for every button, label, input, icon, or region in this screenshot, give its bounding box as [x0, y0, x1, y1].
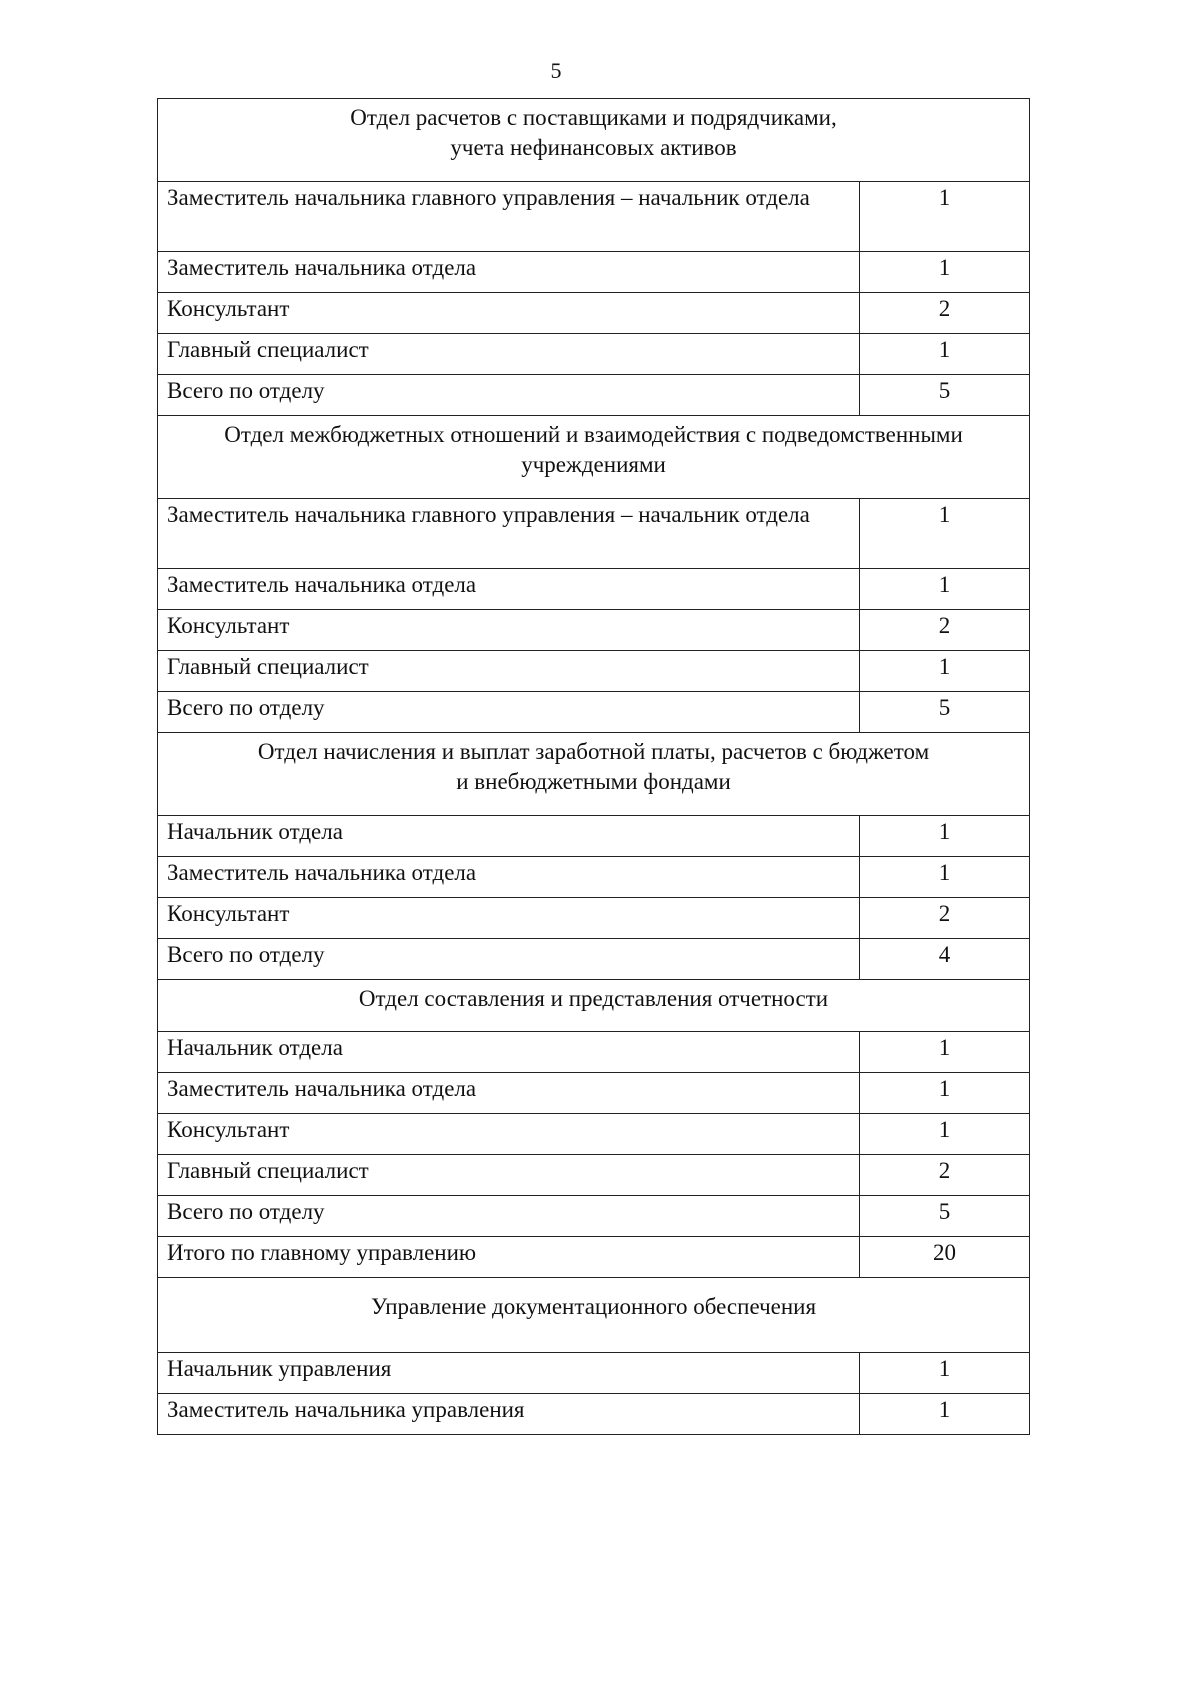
position-cell: Всего по отделу — [158, 939, 860, 980]
section-title — [158, 99, 1030, 182]
position-cell: Всего по отделу — [158, 375, 860, 416]
position-cell: Заместитель начальника отдела — [158, 569, 860, 610]
count-cell: 2 — [860, 1155, 1030, 1196]
position-cell: Консультант — [158, 610, 860, 651]
count-cell: 5 — [860, 375, 1030, 416]
count-cell: 1 — [860, 1114, 1030, 1155]
table-row — [158, 1073, 1030, 1114]
section-header-row — [158, 416, 1030, 499]
table-row — [158, 334, 1030, 375]
section-title-line: учреждениями — [521, 452, 666, 477]
count-cell: 1 — [860, 651, 1030, 692]
count-cell: 2 — [860, 898, 1030, 939]
table-row — [158, 1032, 1030, 1073]
count-cell: 1 — [860, 816, 1030, 857]
position-cell: Всего по отделу — [158, 1196, 860, 1237]
table-row — [158, 1114, 1030, 1155]
table-row-subtotal — [158, 1196, 1030, 1237]
table-row — [158, 1155, 1030, 1196]
position-cell: Консультант — [158, 1114, 860, 1155]
count-cell: 1 — [860, 1032, 1030, 1073]
section-title-line: учета нефинансовых активов — [450, 135, 737, 160]
table-row-total — [158, 1237, 1030, 1278]
section-title-line: Отдел межбюджетных отношений и взаимодействия с подведомственными — [224, 422, 963, 447]
table-row — [158, 1353, 1030, 1394]
section-title-line: Отдел начисления и выплат заработной платы, расчетов с бюджетом — [257, 739, 930, 764]
section-header-row — [158, 99, 1030, 182]
count-cell: 4 — [860, 939, 1030, 980]
count-cell: 1 — [860, 499, 1030, 569]
count-cell: 1 — [860, 857, 1030, 898]
table-row-subtotal — [158, 692, 1030, 733]
position-cell: Консультант — [158, 898, 860, 939]
section-header-row — [158, 1278, 1030, 1353]
count-cell: 2 — [860, 293, 1030, 334]
count-cell: 1 — [860, 1394, 1030, 1435]
count-cell: 1 — [860, 1353, 1030, 1394]
count-cell: 20 — [860, 1237, 1030, 1278]
section-title: Отдел составления и представления отчетности — [158, 980, 1030, 1032]
table-row — [158, 857, 1030, 898]
position-cell: Главный специалист — [158, 334, 860, 375]
section-title — [158, 733, 1030, 816]
position-cell: Консультант — [158, 293, 860, 334]
position-cell: Всего по отделу — [158, 692, 860, 733]
position-cell: Начальник отдела — [158, 1032, 860, 1073]
position-cell: Итого по главному управлению — [158, 1237, 860, 1278]
page-number: 5 — [550, 58, 562, 83]
table-row — [158, 252, 1030, 293]
table-row — [158, 898, 1030, 939]
position-cell: Заместитель начальника отдела — [158, 252, 860, 293]
table-row — [158, 499, 1030, 569]
count-cell: 5 — [860, 692, 1030, 733]
table-row — [158, 651, 1030, 692]
section-title-line: и внебюджетными фондами — [456, 769, 731, 794]
position-cell: Главный специалист — [158, 651, 860, 692]
table-row — [158, 1394, 1030, 1435]
position-cell: Заместитель начальника отдела — [158, 857, 860, 898]
section-title-line: Отдел расчетов с поставщиками и подрядчиками, — [350, 105, 837, 130]
section-title — [158, 416, 1030, 499]
count-cell: 1 — [860, 252, 1030, 293]
section-header-row — [158, 733, 1030, 816]
table-row — [158, 182, 1030, 252]
staffing-table — [157, 98, 1030, 1435]
table-row — [158, 293, 1030, 334]
position-cell: Заместитель начальника главного управления – начальник отдела — [158, 499, 860, 569]
count-cell: 5 — [860, 1196, 1030, 1237]
section-title: Управление документационного обеспечения — [158, 1278, 1030, 1353]
count-cell: 1 — [860, 334, 1030, 375]
count-cell: 1 — [860, 182, 1030, 252]
position-cell: Заместитель начальника главного управления – начальник отдела — [158, 182, 860, 252]
count-cell: 1 — [860, 569, 1030, 610]
position-cell: Заместитель начальника управления — [158, 1394, 860, 1435]
section-header-row — [158, 980, 1030, 1032]
table-row — [158, 569, 1030, 610]
table-row — [158, 610, 1030, 651]
table-row — [158, 816, 1030, 857]
position-cell: Начальник управления — [158, 1353, 860, 1394]
table-row-subtotal — [158, 375, 1030, 416]
position-cell: Заместитель начальника отдела — [158, 1073, 860, 1114]
count-cell: 2 — [860, 610, 1030, 651]
table-row-subtotal — [158, 939, 1030, 980]
position-cell: Начальник отдела — [158, 816, 860, 857]
count-cell: 1 — [860, 1073, 1030, 1114]
position-cell: Главный специалист — [158, 1155, 860, 1196]
